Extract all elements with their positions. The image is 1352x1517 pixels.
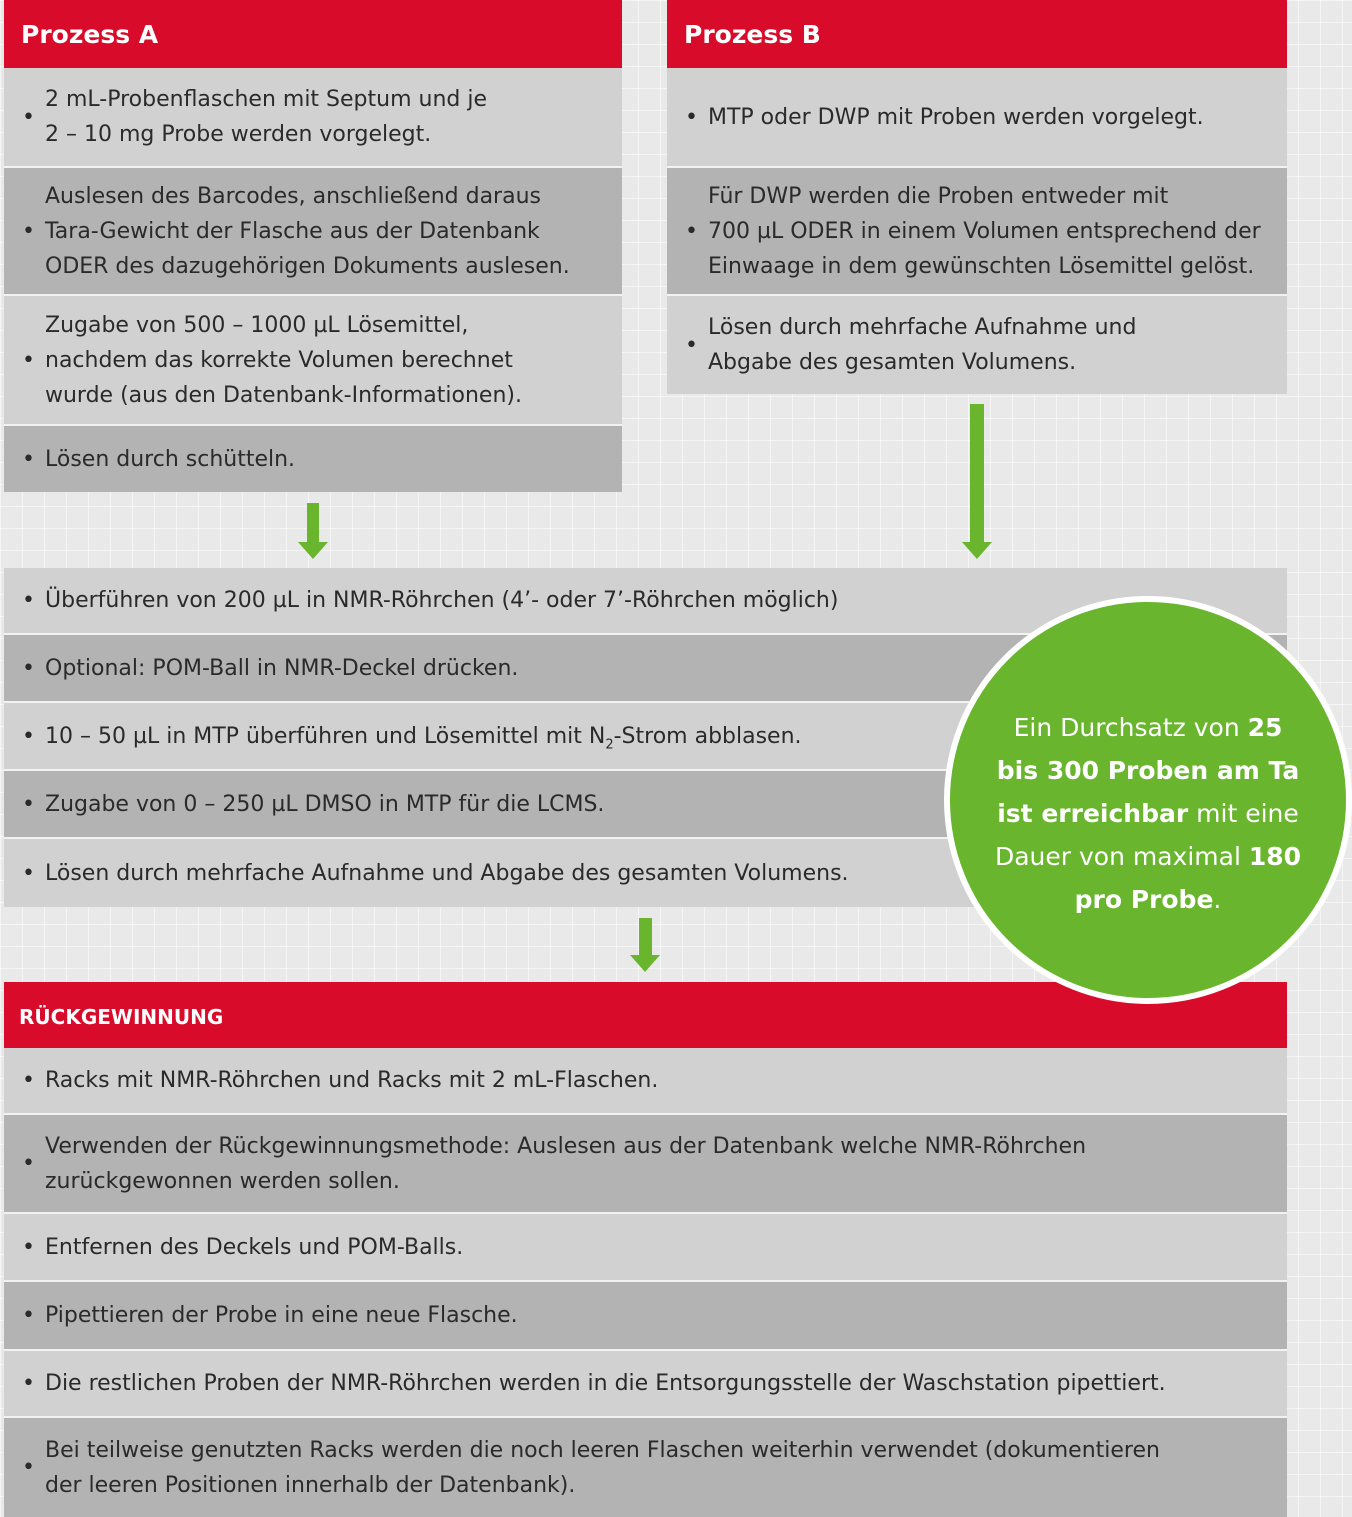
gemeinsam-step: • Überführen von 200 µL in NMR-Röhrchen (4’- oder 7’-Röhrchen möglich): [4, 568, 1287, 635]
prozess-b-panel: [667, 0, 1287, 394]
throughput-bubble: Ein Durchsatz von 25 bis 300 Proben am Ta ist erreichbar mit eine Dauer von maximal 180 pro Probe.: [944, 596, 1352, 1004]
prozess-b-step: • MTP oder DWP mit Proben werden vorgelegt.: [667, 68, 1287, 168]
gemeinsam-step: • Optional: POM-Ball in NMR-Deckel drücken.: [4, 635, 1287, 703]
prozess-b-step: • Für DWP werden die Proben entweder mit 700 µL ODER in einem Volumen entsprechend der Einwaage in dem gewünschten Lösemittel gelöst.: [667, 168, 1287, 296]
rueckgewinnung-step: • Die restlichen Proben der NMR-Röhrchen werden in die Entsorgungsstelle der Waschstation pipettiert.: [4, 1351, 1287, 1418]
rueckgewinnung-step: • Entfernen des Deckels und POM-Balls.: [4, 1214, 1287, 1282]
prozess-b-step: • Lösen durch mehrfache Aufnahme und Abgabe des gesamten Volumens.: [667, 296, 1287, 394]
rueckgewinnung-title: RÜCKGEWINNUNG: [4, 982, 1287, 1048]
prozess-a-step: • 2 mL-Probenflaschen mit Septum und je 2 – 10 mg Probe werden vorgelegt.: [4, 68, 622, 168]
rueckgewinnung-panel: [4, 982, 1287, 1517]
rueckgewinnung-step: • Verwenden der Rückgewinnungsmethode: Auslesen aus der Datenbank welche NMR-Röhrchen zurückgewonnen werden sollen.: [4, 1115, 1287, 1214]
gemeinsam-step: • 10 – 50 µL in MTP überführen und Lösemittel mit $N_2$-Strom abblasen.: [4, 703, 1287, 771]
prozess-a-panel: [4, 0, 622, 492]
rueckgewinnung-step: • Pipettieren der Probe in eine neue Flasche.: [4, 1282, 1287, 1351]
prozess-a-step: • Auslesen des Barcodes, anschließend daraus Tara-Gewicht der Flasche aus der Datenbank ODER des dazugehörigen Dokuments auslesen.: [4, 168, 622, 296]
rueckgewinnung-step: • Bei teilweise genutzten Racks werden die noch leeren Flaschen weiterhin verwendet (dokumentieren der leeren Positionen innerhalb der Datenbank).: [4, 1418, 1287, 1517]
gemeinsam-step: • Zugabe von 0 – 250 µL DMSO in MTP für die LCMS.: [4, 771, 1287, 839]
prozess-b-title: Prozess B: [667, 0, 1287, 68]
prozess-a-step: • Lösen durch schütteln.: [4, 426, 622, 492]
rueckgewinnung-step: • Racks mit NMR-Röhrchen und Racks mit 2 mL-Flaschen.: [4, 1048, 1287, 1115]
gemeinsam-step: • Lösen durch mehrfache Aufnahme und Abgabe des gesamten Volumens.: [4, 839, 1287, 907]
prozess-a-title: Prozess A: [4, 0, 622, 68]
prozess-a-step: • Zugabe von 500 – 1000 µL Lösemittel, nachdem das korrekte Volumen berechnet wurde (aus den Datenbank-Informationen).: [4, 296, 622, 426]
